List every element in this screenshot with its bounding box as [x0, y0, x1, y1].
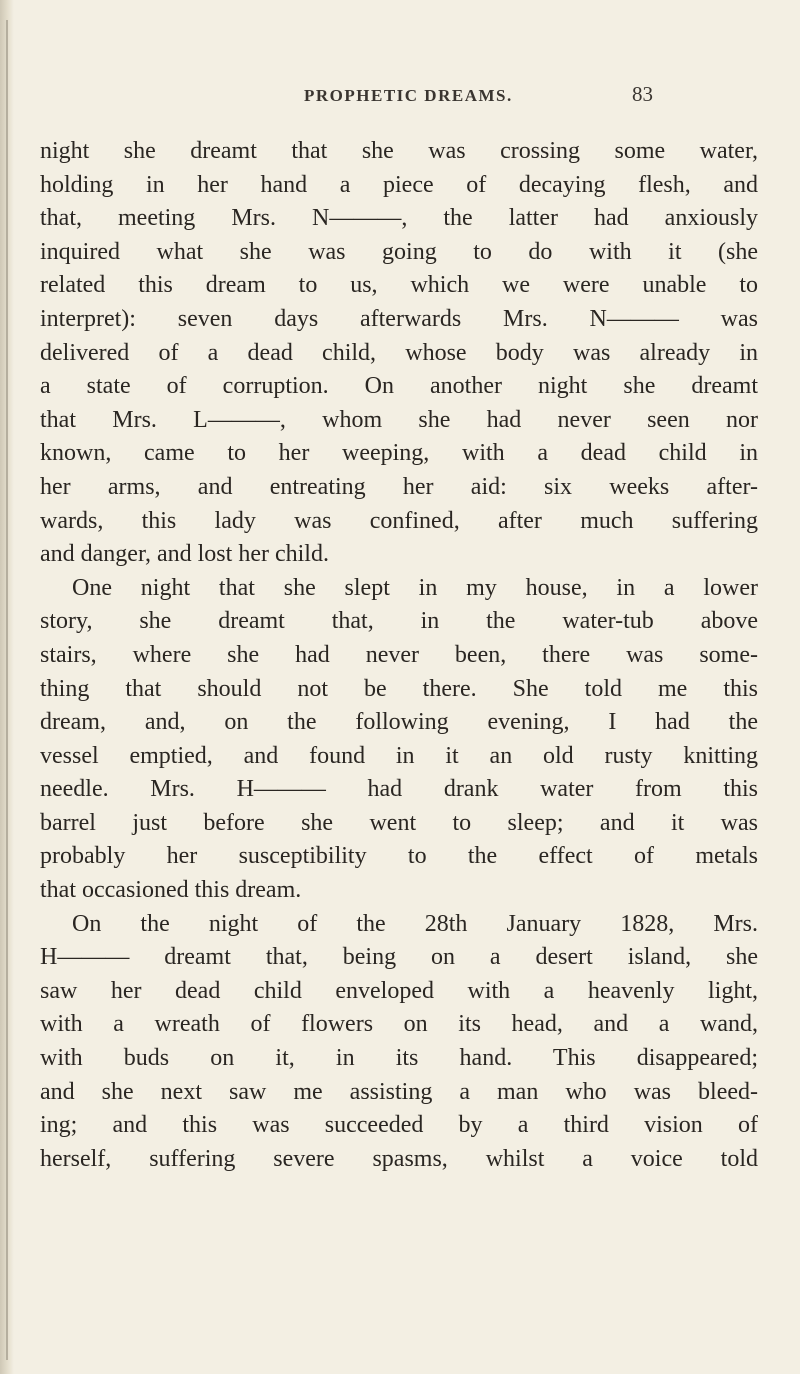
running-title: PROPHETIC DREAMS.: [304, 86, 513, 105]
text-line: with a wreath of flowers on its head, and a wand,: [40, 1011, 758, 1038]
text-line: ing; and this was succeeded by a third vision of: [40, 1112, 758, 1139]
text-line: probably her susceptibility to the effect of metals: [40, 843, 758, 870]
text-line: wards, this lady was confined, after much suffering: [40, 507, 758, 534]
text-line: dream, and, on the following evening, I had the: [40, 709, 758, 736]
text-line: related this dream to us, which we were unable to: [40, 272, 758, 299]
text-line: barrel just before she went to sleep; and it was: [40, 809, 758, 836]
text-line: story, she dreamt that, in the water-tub above: [40, 608, 758, 635]
text-line: and she next saw me assisting a man who was bleed-: [40, 1078, 758, 1105]
text-line: that, meeting Mrs. N———, the latter had anxiously: [40, 205, 758, 232]
text-line: saw her dead child enveloped with a heavenly light,: [40, 977, 758, 1004]
text-line: vessel emptied, and found in it an old rusty knitting: [40, 742, 758, 769]
text-line: stairs, where she had never been, there was some-: [40, 641, 758, 668]
text-line: with buds on it, in its hand. This disappeared;: [40, 1045, 758, 1072]
text-line: H——— dreamt that, being on a desert island, she: [40, 944, 758, 971]
text-line: delivered of a dead child, whose body was already in: [40, 339, 758, 366]
text-line: that occasioned this dream.: [40, 877, 302, 904]
body-text: [40, 135, 758, 1176]
paragraph-first-line: One night that she slept in my house, in a lower: [72, 574, 758, 601]
text-line: and danger, and lost her child.: [40, 541, 329, 568]
text-line: needle. Mrs. H——— had drank water from this: [40, 776, 758, 803]
page-header: [0, 80, 800, 110]
text-line: her arms, and entreating her aid: six weeks after-: [40, 473, 758, 500]
text-line: night she dreamt that she was crossing some water,: [40, 138, 758, 164]
text-line: herself, suffering severe spasms, whilst a voice told: [40, 1145, 758, 1172]
text-line: thing that should not be there. She told me this: [40, 675, 758, 702]
text-line: interpret): seven days afterwards Mrs. N——— was: [40, 305, 758, 332]
text-line: a state of corruption. On another night she dreamt: [40, 373, 758, 400]
text-line: that Mrs. L———, whom she had never seen nor: [40, 406, 758, 433]
page-number: 83: [632, 82, 653, 106]
page-gutter: [0, 0, 14, 1374]
paragraph-first-line: On the night of the 28th January 1828, Mrs.: [72, 910, 758, 937]
binding-edge: [6, 20, 8, 1360]
text-line: inquired what she was going to do with it (she: [40, 238, 758, 265]
text-line: known, came to her weeping, with a dead child in: [40, 440, 758, 467]
text-line: holding in her hand a piece of decaying flesh, and: [40, 171, 758, 198]
